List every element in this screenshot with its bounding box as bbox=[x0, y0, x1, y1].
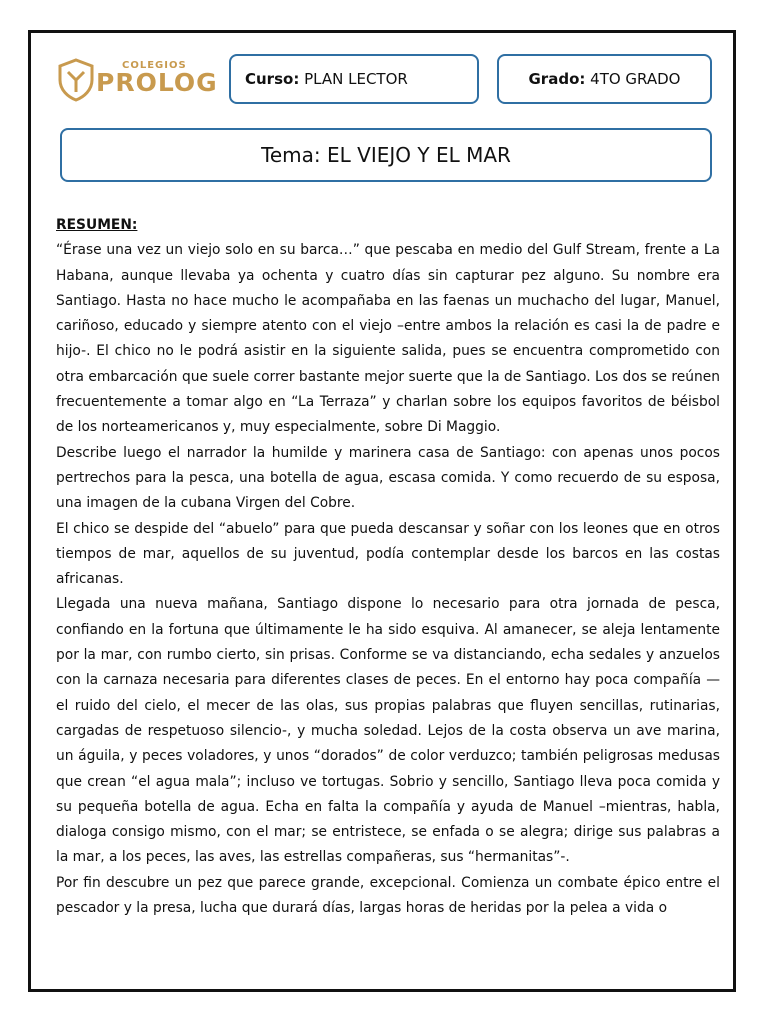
section-title: RESUMEN: bbox=[56, 217, 138, 233]
logo-small-text: COLEGIOS bbox=[122, 60, 187, 71]
paragraph: Por fin descubre un pez que parece grande, excepcional. Comienza un combate épico entre el pescador y la presa, lucha que durará días, largas horas de heridas por la pelea a vida o bbox=[56, 874, 720, 917]
grade-value: 4TO GRADO bbox=[590, 70, 681, 88]
paragraph: “Érase una vez un viejo solo en su barca…” que pescaba en medio del Gulf Stream, frente a La Habana, aunque llevaba ya ochenta y cuatro días sin capturar pez alguno. Su nombre era Santiago. Hasta no hace mucho le acompañaba en las faenas un muchacho del lugar, Manuel, cariñoso, educado y siempre atento con el viejo –entre ambos la relación es casi la de padre e hijo-. El chico no le podrá asistir en la siguiente salida, pues se encuentra comprometido con otra embarcación que suele correr bastante mejor suerte que la de Santiago. Los dos se reúnen frecuentemente a tomar algo en “La Terraza” y charlan sobre los equipos favoritos de béisbol de los norteamericanos y, muy especialmente, sobre Di Maggio. bbox=[56, 242, 720, 436]
topic-value: EL VIEJO Y EL MAR bbox=[327, 143, 511, 167]
course-value: PLAN LECTOR bbox=[304, 70, 408, 88]
grade-box bbox=[497, 54, 712, 104]
course-box bbox=[229, 54, 479, 104]
shield-logo-icon bbox=[56, 58, 96, 102]
course-label: Curso: bbox=[245, 70, 300, 88]
paragraph: El chico se despide del “abuelo” para que pueda descansar y soñar con los leones que en otros tiempos de mar, aquellos de su juventud, podía contemplar desde los barcos en las costas africanas. bbox=[56, 520, 720, 588]
summary-content bbox=[56, 213, 720, 921]
topic-label: Tema: bbox=[261, 143, 321, 167]
logo-big-text: PROLOG bbox=[96, 68, 218, 97]
paragraph: Describe luego el narrador la humilde y marinera casa de Santiago: con apenas unos pocos pertrechos para la pesca, una botella de agua, escasa comida. Y como recuerdo de su esposa, una imagen de la cubana Virgen del Cobre. bbox=[56, 444, 720, 512]
paragraph: Llegada una nueva mañana, Santiago dispone lo necesario para otra jornada de pesca, confiando en la fortuna que últimamente le ha sido esquiva. Al amanecer, se aleja lentamente por la mar, con rumbo cierto, sin prisas. Conforme se va distanciando, echa sedales y anzuelos con la carnaza necesaria para diferentes clases de peces. En el entorno hay poca compañía —el ruido del cielo, el mecer de las olas, sus propias palabras que fluyen sencillas, rutinarias, cargadas de respetuoso silencio-, y mucha soledad. Lejos de la costa observa un ave marina, un águila, y peces voladores, y unos “dorados” de color verduzco; también peligrosas medusas que crean “el agua mala”; incluso ve tortugas. Sobrio y sencillo, Santiago lleva poca comida y su pequeña botella de agua. Echa en falta la compañía y ayuda de Manuel –mientras, habla, dialoga consigo mismo, con el mar; se entristece, se enfada o se alegra; dirige sus palabras a la mar, a los peces, las aves, las estrellas compañeras, sus “hermanitas”-. bbox=[56, 596, 720, 866]
grade-label: Grado: bbox=[528, 70, 586, 88]
topic-box bbox=[60, 128, 712, 182]
